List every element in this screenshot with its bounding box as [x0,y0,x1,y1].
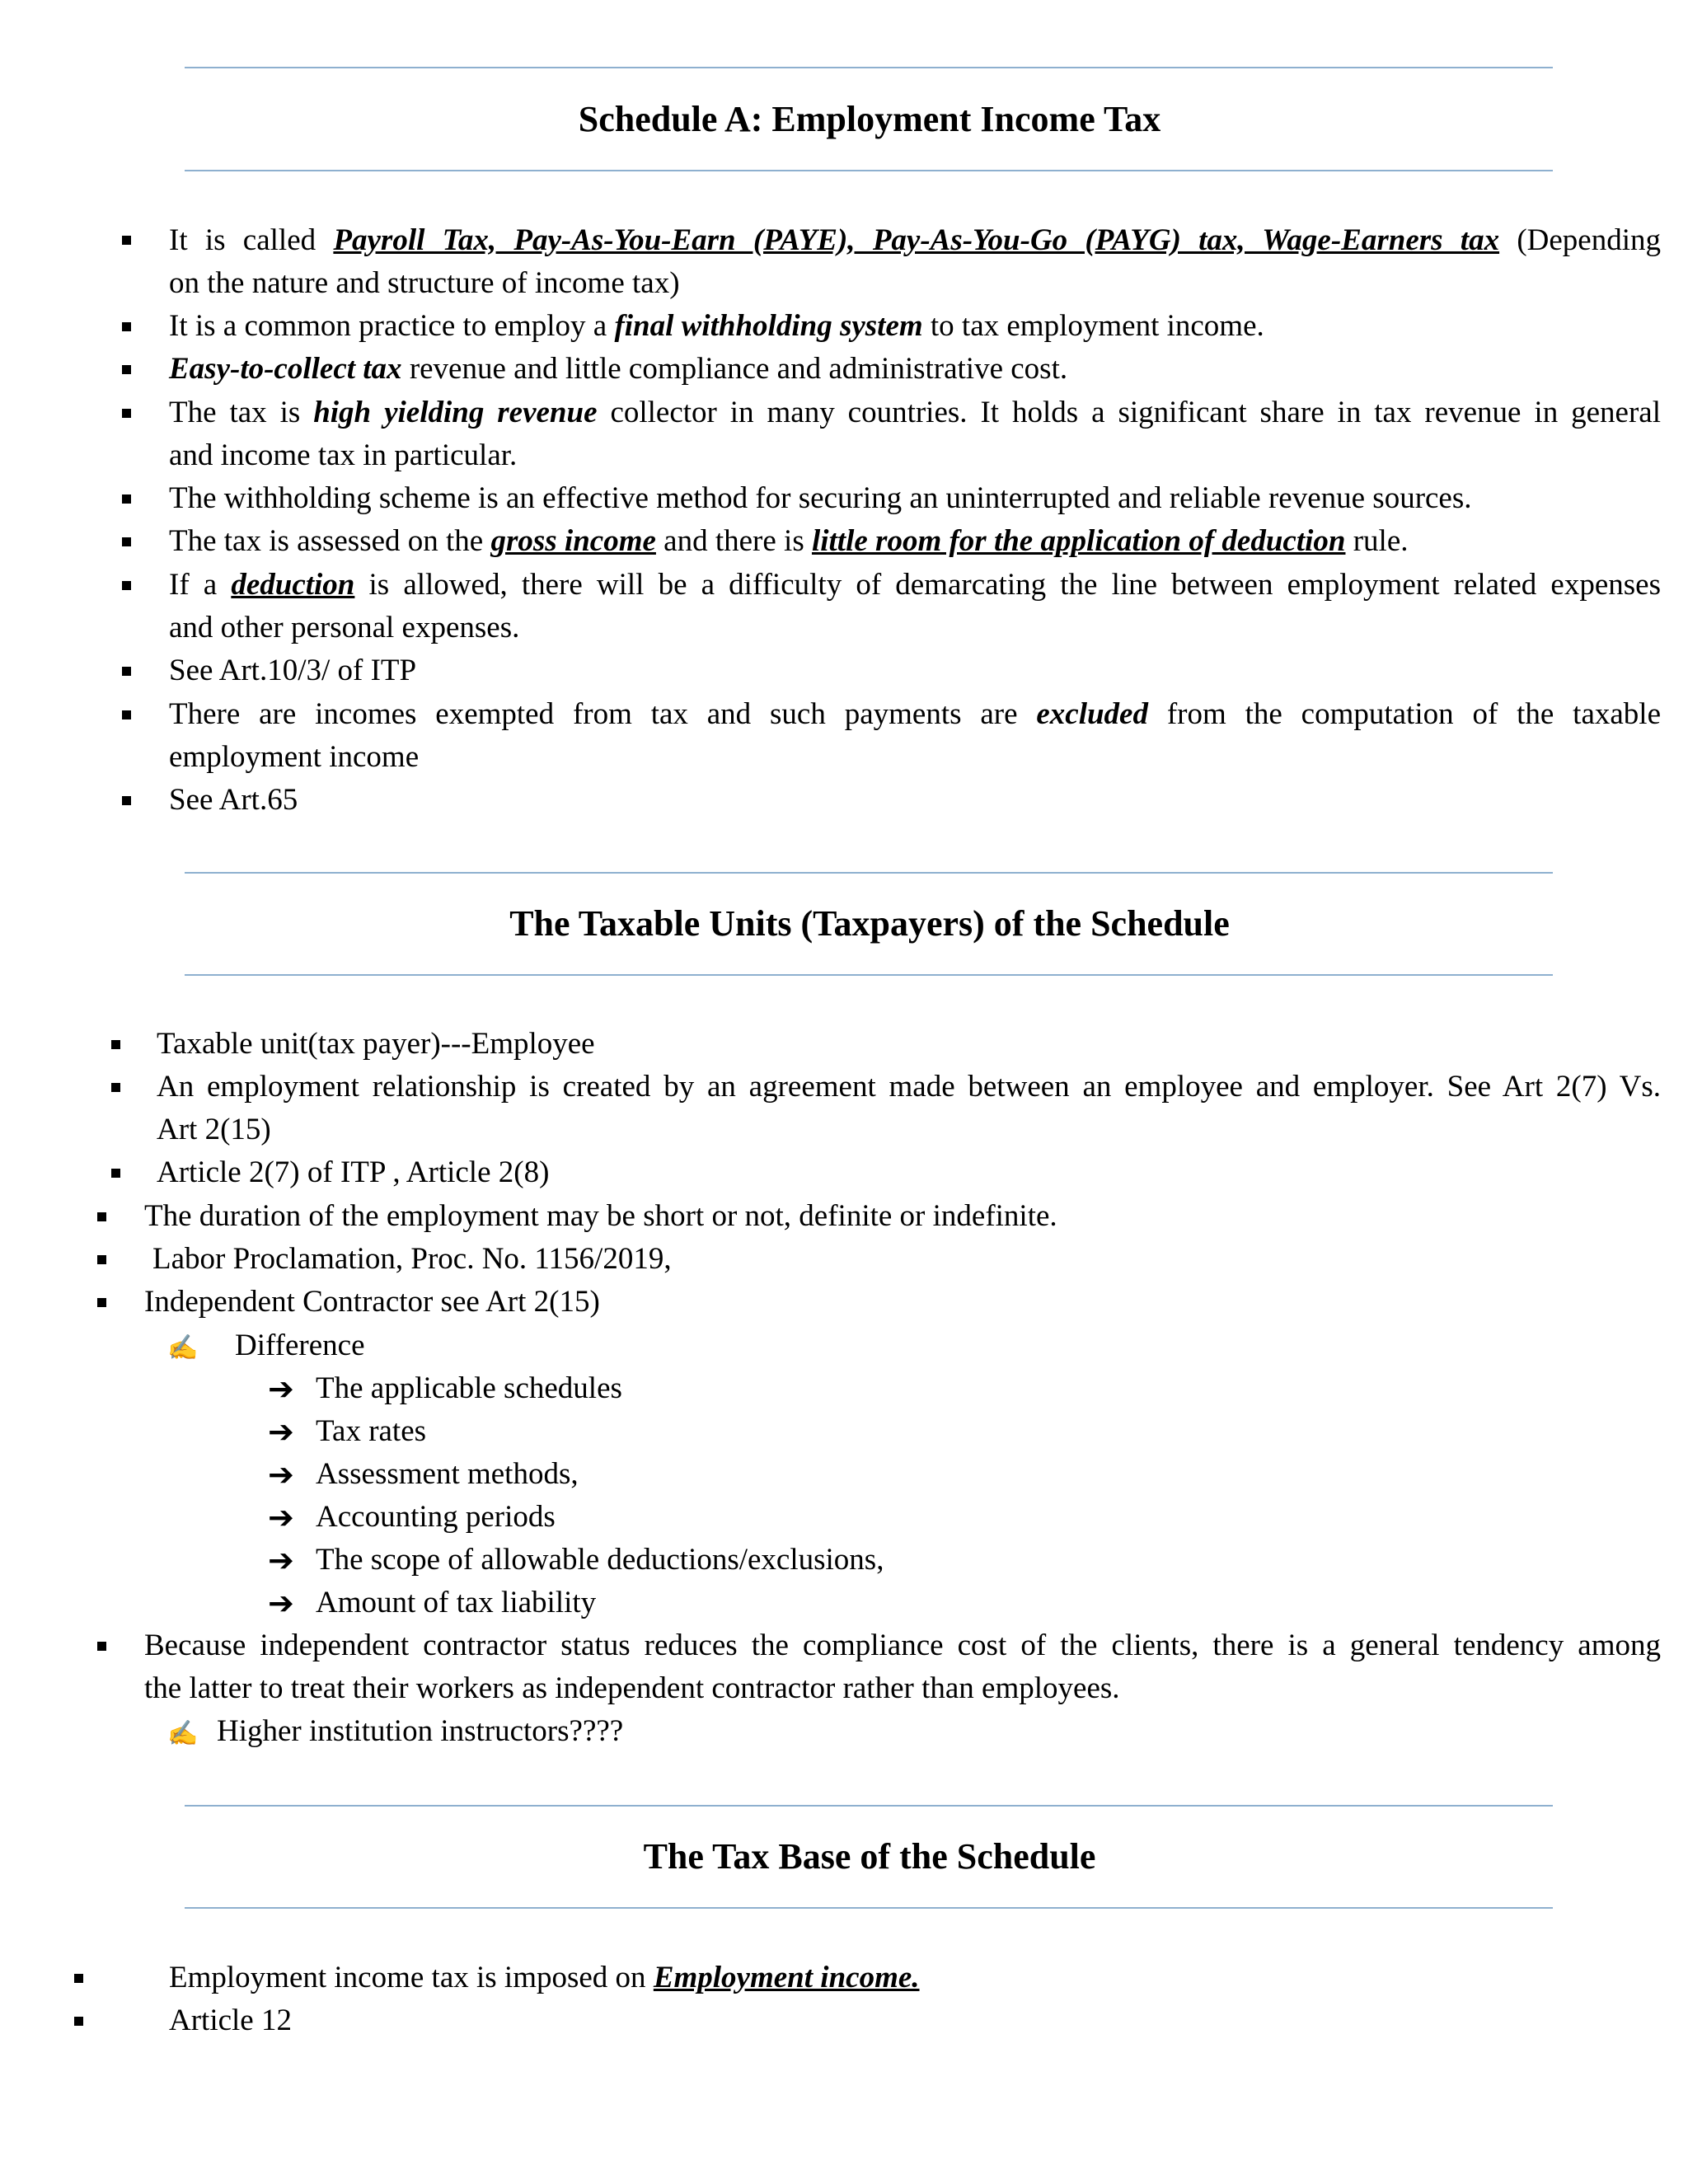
pen-icon: ✍ [167,1334,199,1361]
list-item-continuation: and income tax in particular. [169,438,518,472]
sub-list-item: The scope of allowable deductions/exclusions, [316,1543,884,1577]
list-item: Employment income tax is imposed on Employment income. [169,1961,920,1994]
square-bullet-icon [122,581,131,590]
arrow-right-icon: ➔ [268,1371,294,1407]
list-item: See Art.10/3/ of ITP [169,654,417,687]
list-item-continuation: Art 2(15) [157,1113,271,1146]
divider-top [185,67,1553,68]
square-bullet-icon [122,365,131,374]
square-bullet-icon [122,710,131,719]
sub-list-item: Accounting periods [316,1500,556,1534]
list-item: Independent Contractor see Art 2(15) [144,1285,600,1319]
sub-list-item: Tax rates [316,1414,427,1448]
list-item: Taxable unit(tax payer)---Employee [157,1027,595,1061]
square-bullet-icon [122,494,131,504]
divider-top [185,872,1553,874]
list-item: Article 2(7) of ITP , Article 2(8) [157,1155,550,1189]
square-bullet-icon [97,1255,106,1264]
list-item: There are incomes exempted from tax and such payments are excluded from the computation of the taxable [169,697,1661,731]
list-item: The withholding scheme is an effective method for securing an uninterrupted and reliable revenue sources. [169,481,1472,515]
list-item: An employment relationship is created by an agreement made between an employee and employer. See Art 2(7) Vs. [157,1070,1661,1104]
list-item: Easy-to-collect tax revenue and little compliance and administrative cost. [169,352,1068,386]
arrow-right-icon: ➔ [268,1413,294,1450]
list-item: Article 12 [169,2004,292,2037]
divider-bottom [185,170,1553,171]
square-bullet-icon [97,1298,106,1307]
list-item: See Art.65 [169,783,298,817]
sub-list-item: Higher institution instructors???? [217,1714,624,1748]
sub-list-heading: Difference [235,1329,365,1362]
sub-list-item: Amount of tax liability [316,1586,597,1619]
arrow-right-icon: ➔ [268,1585,294,1621]
sub-list-item: The applicable schedules [316,1371,622,1405]
square-bullet-icon [97,1212,106,1221]
divider-bottom [185,974,1553,976]
square-bullet-icon [122,322,131,331]
square-bullet-icon [122,537,131,546]
square-bullet-icon [97,1642,106,1651]
square-bullet-icon [122,667,131,676]
list-item: The tax is high yielding revenue collector in many countries. It holds a significant share in tax revenue in general [169,396,1661,429]
list-item: Because independent contractor status reduces the compliance cost of the clients, there is a general tendency among [144,1629,1661,1662]
arrow-right-icon: ➔ [268,1499,294,1535]
square-bullet-icon [111,1040,120,1049]
list-item: It is a common practice to employ a final withholding system to tax employment income. [169,309,1264,343]
square-bullet-icon [74,1974,83,1983]
square-bullet-icon [111,1169,120,1178]
square-bullet-icon [74,2017,83,2026]
section-heading: Schedule A: Employment Income Tax [578,99,1161,139]
section-heading: The Tax Base of the Schedule [643,1836,1096,1877]
square-bullet-icon [111,1083,120,1092]
list-item: It is called Payroll Tax, Pay-As-You-Earn (PAYE), Pay-As-You-Go (PAYG) tax, Wage-Earners tax (Depending [169,223,1662,257]
list-item-continuation: the latter to treat their workers as independent contractor rather than employees. [144,1671,1120,1705]
pen-icon: ✍ [167,1720,199,1747]
section-heading: The Taxable Units (Taxpayers) of the Schedule [509,903,1230,944]
square-bullet-icon [122,796,131,805]
arrow-right-icon: ➔ [268,1456,294,1493]
divider-bottom [185,1907,1553,1909]
list-item-continuation: and other personal expenses. [169,611,520,644]
list-item: Labor Proclamation, Proc. No. 1156/2019, [152,1242,672,1276]
sub-list-item: Assessment methods, [316,1457,579,1491]
square-bullet-icon [122,409,131,418]
list-item: The tax is assessed on the gross income and there is little room for the application of deduction rule. [169,524,1409,558]
list-item-continuation: on the nature and structure of income tax) [169,266,680,300]
divider-top [185,1805,1553,1807]
arrow-right-icon: ➔ [268,1542,294,1578]
list-item-continuation: employment income [169,740,420,774]
square-bullet-icon [122,236,131,245]
list-item: If a deduction is allowed, there will be a difficulty of demarcating the line between employment related expenses [169,568,1661,602]
list-item: The duration of the employment may be short or not, definite or indefinite. [144,1199,1057,1233]
